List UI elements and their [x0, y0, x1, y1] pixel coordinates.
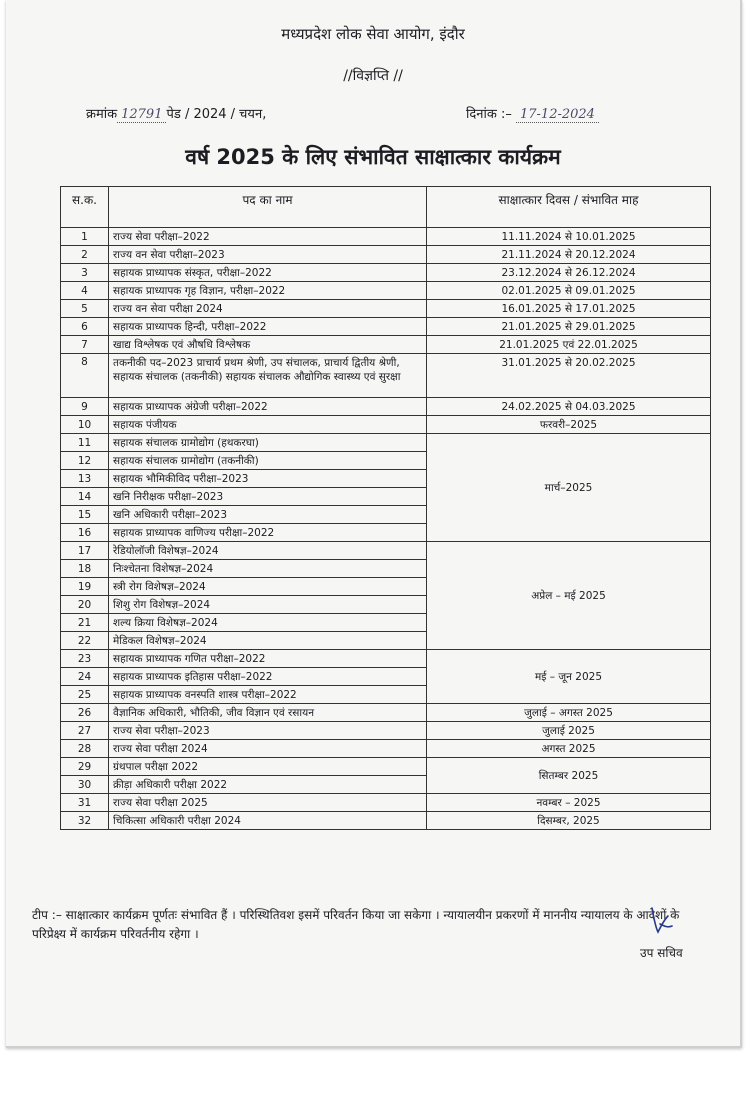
row-date: जुलाई 2025: [427, 722, 711, 740]
row-sn: 31: [61, 794, 109, 812]
row-post: खाद्य विश्लेषक एवं औषधि विश्लेषक: [109, 336, 427, 354]
row-sn: 32: [61, 812, 109, 830]
table-row: [61, 794, 711, 812]
row-sn: 24: [61, 668, 109, 686]
row-date: 21.11.2024 से 20.12.2024: [427, 246, 711, 264]
row-post: शिशु रोग विशेषज्ञ–2024: [109, 596, 427, 614]
row-post: सहायक प्राध्यापक हिन्दी, परीक्षा–2022: [109, 318, 427, 336]
row-post: सहायक प्राध्यापक वनस्पति शास्त्र परीक्षा–2022: [109, 686, 427, 704]
row-post: खनि अधिकारी परीक्षा–2023: [109, 506, 427, 524]
row-post: सहायक प्राध्यापक अंग्रेजी परीक्षा–2022: [109, 398, 427, 416]
signature-mark: [646, 904, 674, 938]
organization-name: मध्यप्रदेश लोक सेवा आयोग, इंदौर: [281, 25, 465, 43]
header-sn: स.क.: [61, 187, 109, 228]
row-post: तकनीकी पद–2023 प्राचार्य प्रथम श्रेणी, उप संचालक, प्राचार्य द्वितीय श्रेणी, सहायक संचालक (तकनीकी) सहायक संचालक औद्योगिक स्वास्थ्य एवं सुरक्षा: [109, 354, 427, 398]
date-value: 17-12-2024: [516, 107, 599, 123]
ref-suffix: पेड / 2024 / चयन,: [166, 107, 267, 122]
row-post: स्त्री रोग विशेषज्ञ–2024: [109, 578, 427, 596]
table-row: [61, 722, 711, 740]
table-row: [61, 336, 711, 354]
row-sn: 20: [61, 596, 109, 614]
row-date: दिसम्बर, 2025: [427, 812, 711, 830]
page-title: वर्ष 2025 के लिए संभावित साक्षात्कार कार्यक्रम: [185, 145, 561, 169]
group-date-march: मार्च–2025: [427, 434, 711, 542]
row-sn: 5: [61, 300, 109, 318]
row-sn: 28: [61, 740, 109, 758]
footnote: टीप :– साक्षात्कार कार्यक्रम पूर्णतः संभावित हैं । परिस्थितिवश इसमें परिवर्तन किया जा सकेगा । न्यायालयीन प्रकरणों में माननीय न्यायालय के आदेशों के परिप्रेक्ष्य में कार्यक्रम परिवर्तनीय रहेगा ।: [32, 908, 680, 941]
table-row: [61, 542, 711, 560]
row-post: रेडियोलॉजी विशेषज्ञ–2024: [109, 542, 427, 560]
row-sn: 16: [61, 524, 109, 542]
row-sn: 27: [61, 722, 109, 740]
row-sn: 10: [61, 416, 109, 434]
row-sn: 29: [61, 758, 109, 776]
signatory: उप सचिव: [640, 946, 683, 960]
table-row: [61, 354, 711, 398]
table-row: [61, 282, 711, 300]
row-post: सहायक प्राध्यापक वाणिज्य परीक्षा–2022: [109, 524, 427, 542]
row-post: राज्य सेवा परीक्षा–2023: [109, 722, 427, 740]
row-sn: 9: [61, 398, 109, 416]
row-sn: 22: [61, 632, 109, 650]
group-date-april-may: अप्रेल – मई 2025: [427, 542, 711, 650]
row-post: सहायक प्राध्यापक गृह विज्ञान, परीक्षा–2022: [109, 282, 427, 300]
table-row: [61, 300, 711, 318]
row-post: सहायक प्राध्यापक गणित परीक्षा–2022: [109, 650, 427, 668]
ref-number: 12791: [117, 107, 166, 123]
header-post: पद का नाम: [109, 187, 427, 228]
row-date: 24.02.2025 से 04.03.2025: [427, 398, 711, 416]
row-sn: 3: [61, 264, 109, 282]
table-header-row: [61, 187, 711, 228]
row-date: फरवरी–2025: [427, 416, 711, 434]
row-date: 31.01.2025 से 20.02.2025: [427, 354, 711, 398]
row-post: क्रीड़ा अधिकारी परीक्षा 2022: [109, 776, 427, 794]
table-row: [61, 318, 711, 336]
table-row: [61, 650, 711, 668]
row-sn: 11: [61, 434, 109, 452]
group-date-may-june: मई – जून 2025: [427, 650, 711, 704]
row-sn: 30: [61, 776, 109, 794]
row-sn: 18: [61, 560, 109, 578]
row-sn: 4: [61, 282, 109, 300]
row-sn: 7: [61, 336, 109, 354]
row-date: 21.01.2025 एवं 22.01.2025: [427, 336, 711, 354]
row-sn: 19: [61, 578, 109, 596]
row-sn: 6: [61, 318, 109, 336]
row-date: नवम्बर – 2025: [427, 794, 711, 812]
date-line: [466, 104, 599, 122]
row-post: सहायक संचालक ग्रामोद्योग (तकनीकी): [109, 452, 427, 470]
row-post: राज्य सेवा परीक्षा 2025: [109, 794, 427, 812]
row-sn: 25: [61, 686, 109, 704]
header-date: साक्षात्कार दिवस / संभावित माह: [427, 187, 711, 228]
row-post: चिकित्सा अधिकारी परीक्षा 2024: [109, 812, 427, 830]
notification-heading: //विज्ञप्ति //: [343, 68, 403, 84]
row-post: मेडिकल विशेषज्ञ–2024: [109, 632, 427, 650]
row-sn: 21: [61, 614, 109, 632]
date-label: दिनांक :–: [466, 107, 512, 122]
row-date: 21.01.2025 से 29.01.2025: [427, 318, 711, 336]
row-post: ग्रंथपाल परीक्षा 2022: [109, 758, 427, 776]
table-row: [61, 246, 711, 264]
row-post: राज्य सेवा परीक्षा–2022: [109, 228, 427, 246]
row-sn: 12: [61, 452, 109, 470]
row-date: 11.11.2024 से 10.01.2025: [427, 228, 711, 246]
row-post: सहायक भौमिकीविद परीक्षा–2023: [109, 470, 427, 488]
table-row: [61, 416, 711, 434]
table-row: [61, 434, 711, 452]
row-date: अगस्त 2025: [427, 740, 711, 758]
row-post: शल्य क्रिया विशेषज्ञ–2024: [109, 614, 427, 632]
row-post: निःश्चेतना विशेषज्ञ–2024: [109, 560, 427, 578]
row-sn: 14: [61, 488, 109, 506]
row-sn: 15: [61, 506, 109, 524]
reference-line: [86, 104, 266, 122]
group-date-september: सितम्बर 2025: [427, 758, 711, 794]
row-sn: 8: [61, 354, 109, 398]
table-row: [61, 264, 711, 282]
row-post: सहायक प्राध्यापक इतिहास परीक्षा–2022: [109, 668, 427, 686]
row-post: सहायक पंजीयक: [109, 416, 427, 434]
row-date: जुलाई – अगस्त 2025: [427, 704, 711, 722]
table-row: [61, 812, 711, 830]
row-date: 16.01.2025 से 17.01.2025: [427, 300, 711, 318]
row-post: राज्य वन सेवा परीक्षा 2024: [109, 300, 427, 318]
schedule-table: [60, 186, 711, 830]
table-row: [61, 758, 711, 776]
row-sn: 1: [61, 228, 109, 246]
table-row: [61, 740, 711, 758]
row-sn: 13: [61, 470, 109, 488]
row-date: 23.12.2024 से 26.12.2024: [427, 264, 711, 282]
ref-label: क्रमांक: [86, 107, 118, 122]
table-row: [61, 398, 711, 416]
table-row: [61, 228, 711, 246]
row-post: खनि निरीक्षक परीक्षा–2023: [109, 488, 427, 506]
row-sn: 23: [61, 650, 109, 668]
row-post: राज्य वन सेवा परीक्षा–2023: [109, 246, 427, 264]
row-sn: 2: [61, 246, 109, 264]
table-row: [61, 704, 711, 722]
row-post: राज्य सेवा परीक्षा 2024: [109, 740, 427, 758]
row-sn: 17: [61, 542, 109, 560]
row-post: वैज्ञानिक अधिकारी, भौतिकी, जीव विज्ञान एवं रसायन: [109, 704, 427, 722]
row-sn: 26: [61, 704, 109, 722]
row-post: सहायक संचालक ग्रामोद्योग (हथकरघा): [109, 434, 427, 452]
row-post: सहायक प्राध्यापक संस्कृत, परीक्षा–2022: [109, 264, 427, 282]
row-date: 02.01.2025 से 09.01.2025: [427, 282, 711, 300]
